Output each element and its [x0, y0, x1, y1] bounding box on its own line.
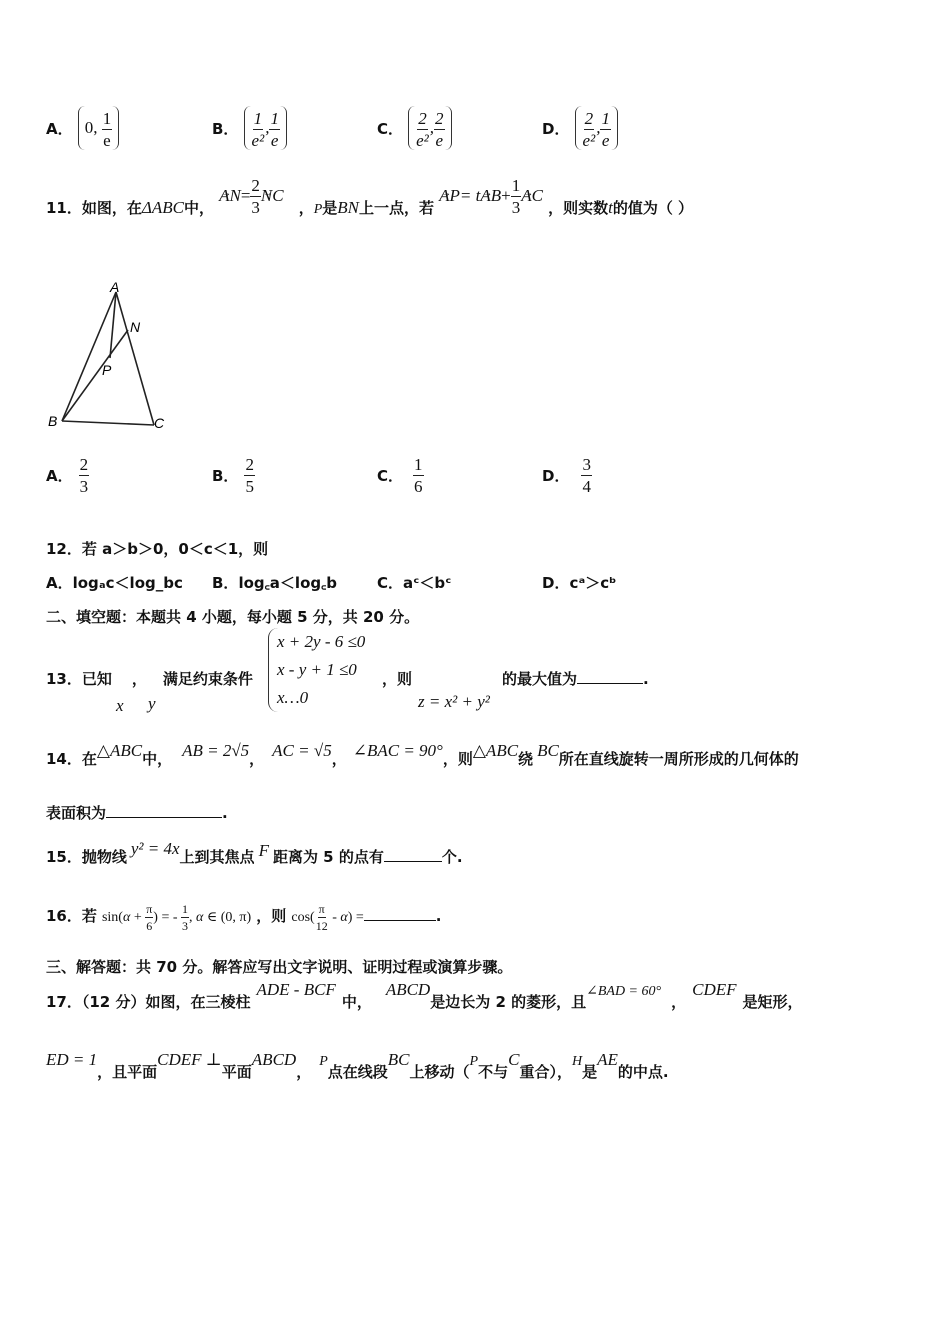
plane-cdef: CDEF ⊥ [157, 1050, 222, 1069]
rectangle-cdef: CDEF [692, 980, 737, 999]
variable-y: y [148, 694, 156, 713]
section-heading-fill-in: 二、填空题：本题共 4 小题，每小题 5 分，共 20 分。 [46, 608, 420, 626]
stem-text: 点在线段 [327, 1063, 388, 1081]
variable-t: t [608, 198, 613, 217]
option-label: A． [46, 467, 73, 485]
fraction [413, 456, 424, 495]
stem-text: 不与 [478, 1063, 509, 1081]
q11-option-a [46, 456, 89, 495]
q11-stem [46, 176, 694, 230]
point-h: H [571, 1054, 583, 1069]
stem-text: 所在直线旋转一周所形成的几何体的 [558, 750, 799, 768]
fraction [250, 177, 261, 216]
condition-expression: sin(α + $\frac{\pi}{6}$ ) = - $\frac{1}{3}$ , α ∈ (0, π) [101, 902, 252, 934]
vector-nc: → NC [261, 186, 284, 205]
stem-text: 的值为（ ） [612, 199, 694, 217]
answer-blank[interactable] [364, 906, 436, 921]
triangle-figure [44, 278, 174, 436]
fraction [79, 456, 90, 495]
equals-t: = t [459, 186, 481, 205]
constraint-2: x - y + 1 ≤0 [277, 660, 357, 679]
stem-text: ，则实数 [548, 199, 609, 217]
numerator: π [146, 902, 153, 917]
vertex-label-p: P [102, 362, 112, 378]
denominator: e [601, 130, 610, 150]
denominator: e [270, 130, 279, 150]
fraction [269, 110, 280, 149]
fraction [145, 903, 153, 932]
edge-bc [62, 421, 154, 425]
q12-option-c [377, 572, 451, 593]
q11-option-c [377, 456, 424, 495]
question-number: 11． [46, 199, 82, 217]
variable-x: x [116, 696, 124, 715]
triangle-abc: △ABC [472, 741, 519, 760]
denominator: e [435, 130, 444, 150]
rhombus-abcd: ABCD [385, 980, 431, 999]
option-label: B． [212, 574, 239, 592]
fraction [244, 456, 255, 495]
numerator: 2 [251, 176, 260, 195]
option-text: aᶜ＜bᶜ [403, 574, 452, 592]
triangle-abc: ΔABC [141, 198, 184, 217]
option-interval [78, 106, 120, 150]
numerator: 3 [582, 455, 591, 474]
prism-ade-bcf: ADE - BCF [256, 980, 336, 999]
q14-line-2 [46, 802, 228, 823]
length-ed: ED = 1 [46, 1050, 98, 1069]
option-text: cᵃ＞cᵇ [569, 574, 617, 592]
option-text: logₐc＜log_bc [72, 574, 183, 592]
stem-text: ， [671, 993, 687, 1011]
segment-ae: AE [597, 1050, 618, 1069]
q15-stem [46, 840, 463, 874]
option-label: C． [377, 467, 404, 485]
triangle-abc: △ABC [96, 741, 143, 760]
numerator: 2 [245, 455, 254, 474]
stem-text: 是 [322, 199, 338, 217]
answer-blank[interactable] [577, 669, 643, 684]
fraction [581, 456, 592, 495]
option-label: C． [377, 119, 404, 138]
fraction [415, 110, 430, 149]
point-c: C [508, 1050, 520, 1069]
stem-text: 14．在 [46, 750, 97, 768]
q17-line-1 [46, 982, 803, 1022]
section-heading-solutions: 三、解答题：共 70 分。解答应写出文字说明、证明过程或演算步骤。 [46, 958, 513, 976]
stem-text: 个. [441, 848, 463, 866]
point-p: P [319, 1054, 328, 1069]
option-label: A． [46, 119, 73, 138]
numerator: π [318, 902, 325, 917]
fraction [181, 903, 189, 932]
vector-ap: → AP [439, 186, 460, 205]
stem-text: 的中点. [617, 1063, 669, 1081]
length-ac: AC = √5 [272, 741, 332, 760]
option-label: B． [212, 467, 239, 485]
stem-text: 上到其焦点 [179, 848, 255, 866]
plane-abcd: ABCD [251, 1050, 297, 1069]
segment-bc: BC [537, 741, 559, 760]
segment-bc: BC [387, 1050, 410, 1069]
stem-text: 是 [582, 1063, 598, 1081]
stem-text: 是矩形， [742, 993, 803, 1011]
constraint-system [268, 628, 365, 712]
option-text: log꜀a＜log꜀b [238, 574, 338, 592]
stem-text: 中， [142, 750, 173, 768]
edge-ac [116, 292, 154, 425]
constraint-1: x + 2y - 6 ≤0 [277, 632, 366, 651]
vector-ab: → AB [480, 186, 501, 205]
stem-text: ， [131, 670, 147, 688]
option-label: D． [542, 574, 570, 592]
stem-text: ， [296, 1063, 312, 1081]
numerator: 2 [584, 108, 594, 128]
stem-text: 如图，在 [81, 199, 142, 217]
stem-text: 中， [341, 993, 372, 1011]
stem-text: 满足约束条件 [162, 670, 253, 688]
fraction [315, 903, 329, 932]
angle-bac: ∠BAC = 90° [352, 741, 443, 760]
fraction [251, 110, 266, 149]
stem-text: 17．（12 分）如图，在三棱柱 [46, 993, 251, 1011]
numerator: 1 [253, 108, 263, 128]
option-label: C． [377, 574, 404, 592]
denominator: 5 [245, 477, 254, 496]
q12-option-a [46, 572, 183, 593]
vector-ac: → AC [521, 186, 543, 205]
stem-text: ， [298, 199, 314, 217]
stem-text: 中， [183, 199, 214, 217]
option-label: D． [542, 467, 570, 485]
denominator: 6 [414, 477, 423, 496]
denominator: 3 [511, 198, 521, 217]
q13-text-2 [502, 668, 649, 689]
denominator: 3 [251, 198, 260, 217]
constraint-3: x…0 [277, 688, 309, 707]
stem-text: . [222, 804, 228, 822]
focus-f: F [258, 841, 269, 860]
fraction [582, 110, 597, 149]
interval-left: 0, [84, 118, 98, 137]
numerator: 1 [182, 902, 189, 917]
stem-text: 距离为 5 的点有 [272, 848, 384, 866]
numerator: 1 [414, 455, 423, 474]
q13-text-1 [46, 668, 253, 689]
denominator: e [103, 130, 111, 150]
stem-text: 16．若 [46, 907, 97, 925]
numerator: 2 [79, 455, 89, 474]
stem-text: ，则 [382, 670, 413, 688]
fraction [600, 110, 611, 149]
answer-blank[interactable] [384, 847, 442, 862]
stem-text: ， [331, 750, 347, 768]
target-expression: cos( $\frac{\pi}{12}$ - α) = [291, 902, 364, 934]
option-label: B． [212, 119, 239, 138]
q17-line-2 [46, 1052, 669, 1092]
stem-text: ， [249, 750, 265, 768]
denominator: 6 [146, 919, 153, 934]
q14-line-1 [46, 742, 799, 776]
length-ab: AB = 2√5 [182, 741, 250, 760]
denominator: e² [416, 130, 429, 150]
stem-text: 上一点，若 [359, 199, 435, 217]
option-label: A． [46, 574, 73, 592]
stem-text: 15．抛物线 [46, 848, 127, 866]
vertex-label-b: B [48, 413, 58, 429]
q10-option-b [212, 106, 287, 150]
option-label: D． [542, 119, 570, 138]
parabola-equation: y² = 4x [130, 839, 180, 858]
stem-text: 绕 [518, 750, 534, 768]
objective-z: z = x² + y² [418, 692, 490, 711]
denominator: e² [582, 130, 596, 150]
numerator: 1 [102, 108, 112, 128]
equals-sign: = [240, 186, 251, 205]
stem-text: 表面积为 [46, 804, 107, 822]
q12-option-b [212, 572, 337, 593]
point-p: P [313, 202, 323, 217]
stem-text: ，则 [442, 750, 473, 768]
fraction [434, 110, 445, 149]
q11-option-d [542, 456, 592, 495]
q10-option-c [377, 106, 452, 150]
fraction [102, 110, 113, 149]
option-interval: $\frac{1}{\text{e²}}$ , $\frac{1}{e}$ [244, 106, 287, 150]
segment-bn: BN [337, 198, 360, 217]
numerator: 1 [511, 176, 521, 195]
denominator: 12 [315, 919, 328, 934]
denominator: 3 [182, 919, 189, 934]
q16-stem [46, 898, 441, 934]
stem-text: ，则 [256, 907, 287, 925]
stem-text: 平面 [221, 1063, 252, 1081]
stem-text: . [435, 907, 442, 925]
answer-blank[interactable] [106, 803, 222, 818]
stem-text: 重合）， [519, 1063, 572, 1081]
option-interval: $\frac{2}{\text{e²}}$ , $\frac{1}{e}$ [575, 106, 618, 150]
numerator: 2 [435, 108, 444, 128]
plus-sign: + [501, 186, 511, 205]
point-p: P [469, 1054, 479, 1069]
numerator: 1 [601, 108, 610, 128]
stem-text: 上移动（ [409, 1063, 470, 1081]
fraction [511, 177, 522, 216]
stem-text: ，且平面 [97, 1063, 158, 1081]
vertex-label-a: A [110, 279, 120, 295]
stem-text: 的最大值为 [502, 670, 578, 688]
numerator: 1 [270, 108, 279, 128]
denominator: e² [251, 130, 265, 150]
q12-stem: 12．若 a＞b＞0，0＜c＜1，则 [46, 540, 269, 558]
stem-text: 是边长为 2 的菱形，且 [430, 993, 587, 1011]
option-interval: $\frac{2}{\text{e²}}$ , $\frac{2}{e}$ [408, 106, 451, 150]
vertex-label-c: C [154, 415, 165, 431]
vector-an: → AN [219, 186, 241, 205]
numerator: 2 [418, 108, 427, 128]
angle-bad: ∠BAD = 60° [586, 984, 662, 999]
denominator: 4 [582, 477, 591, 496]
q10-option-d [542, 106, 618, 150]
q11-option-b [212, 456, 255, 495]
q10-option-a [46, 106, 119, 150]
stem-text: . [643, 670, 649, 688]
denominator: 3 [79, 477, 89, 496]
vertex-label-n: N [130, 319, 141, 335]
q12-option-d [542, 572, 616, 593]
stem-text: 13．已知 [46, 670, 112, 688]
